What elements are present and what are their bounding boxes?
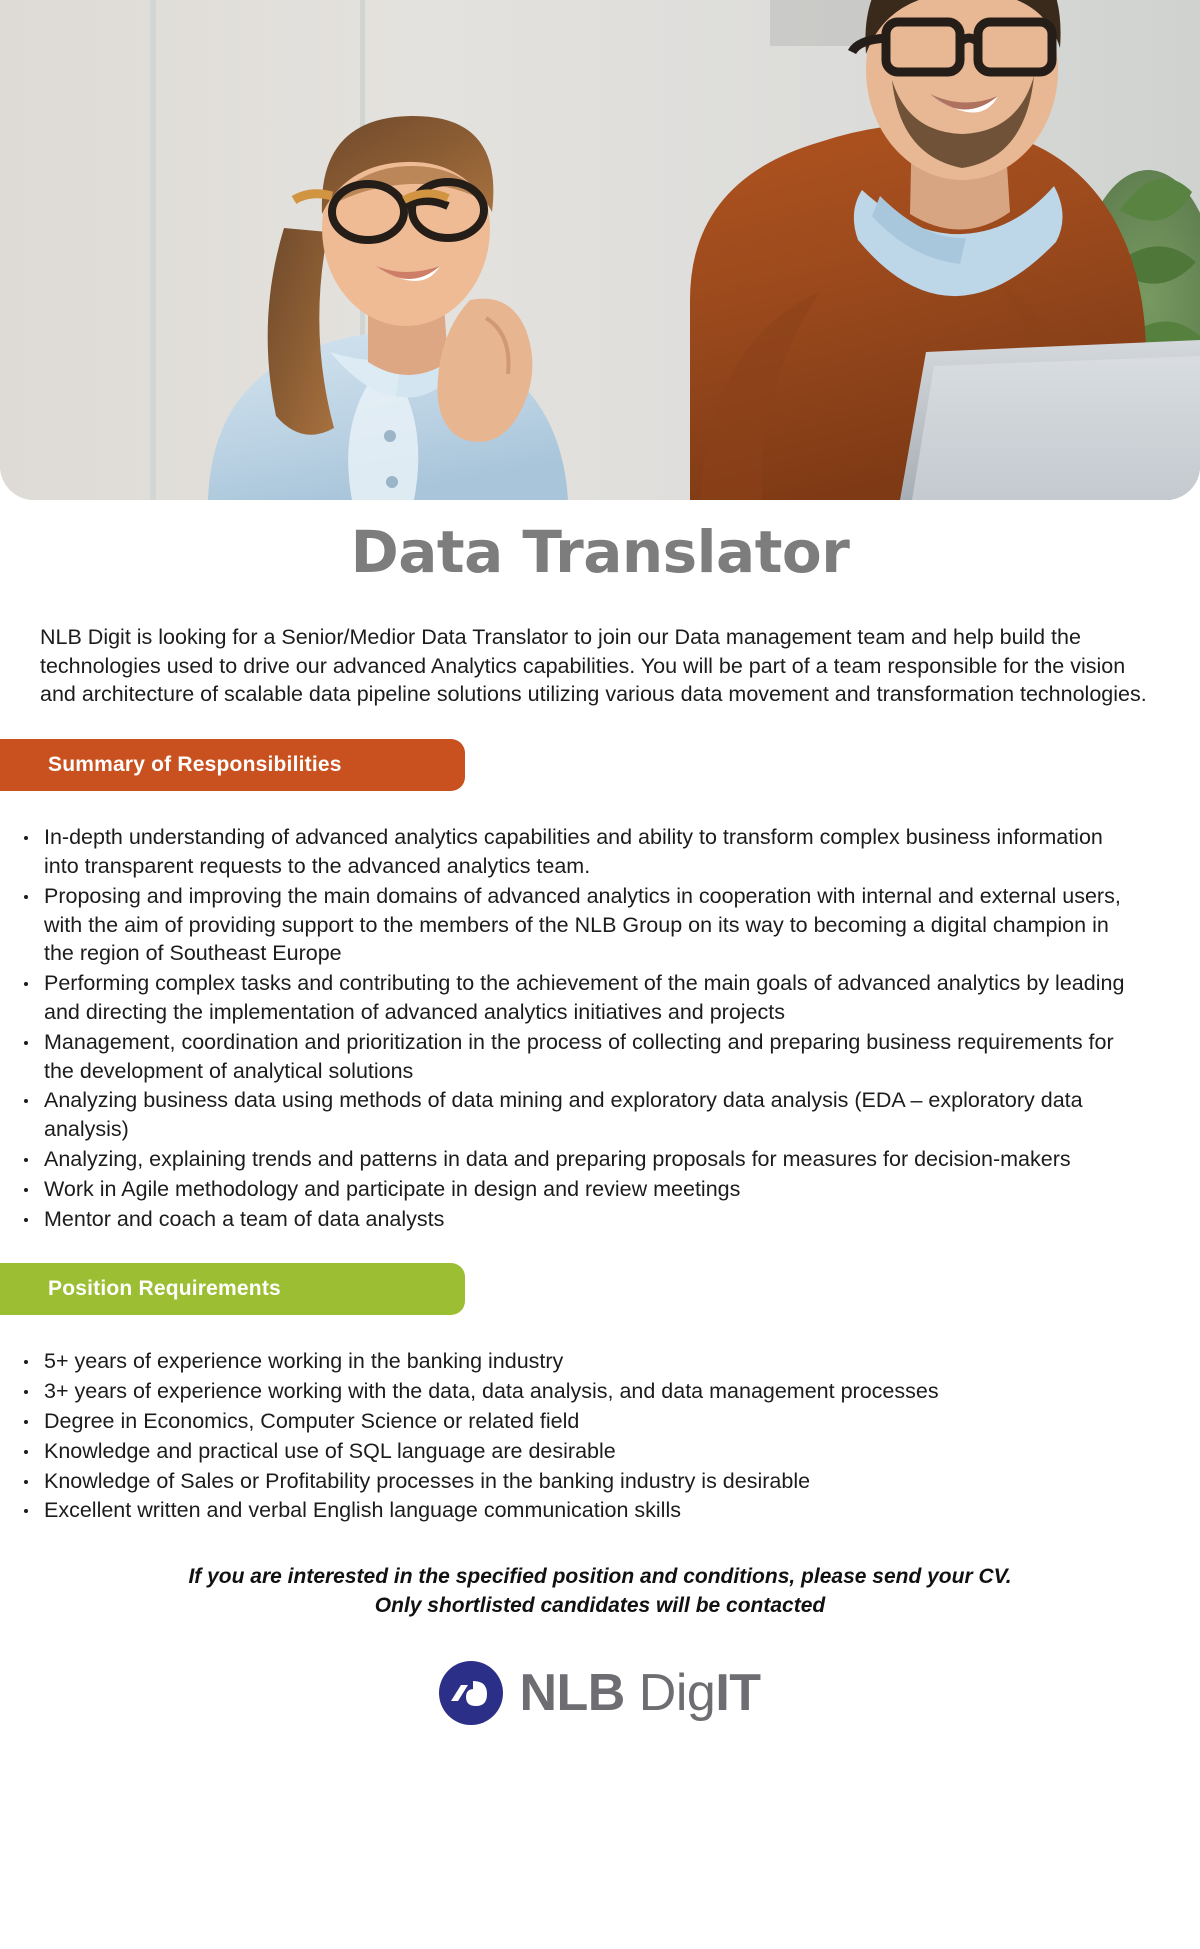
list-item: 5+ years of experience working in the banking industry <box>22 1347 1142 1376</box>
section-banner-requirements <box>0 1263 465 1315</box>
closing-line-2: Only shortlisted candidates will be contacted <box>374 1594 826 1618</box>
closing-call-to-action <box>0 1563 1200 1621</box>
intro-paragraph: NLB Digit is looking for a Senior/Medior Data Translator to join our Data management team and help build the technologies used to drive our advanced Analytics capabilities. You will be part of a team responsible for the vision and architecture of scalable data pipeline solutions utilizing various data movement and transformation technologies. <box>40 624 1147 707</box>
list-item: Management, coordination and prioritization in the process of collecting and preparing business requirements for the development of analytical solutions <box>22 1028 1142 1086</box>
requirements-list <box>22 1347 1142 1525</box>
list-item: Knowledge of Sales or Profitability processes in the banking industry is desirable <box>22 1467 1142 1496</box>
section-banner-responsibilities <box>0 739 465 791</box>
list-item: Work in Agile methodology and participate in design and review meetings <box>22 1175 1142 1204</box>
section-banner-label-requirements: Position Requirements <box>48 1277 281 1301</box>
nlb-logo-mark-icon <box>439 1661 503 1725</box>
company-logo <box>0 1661 1200 1725</box>
nlb-digit-wordmark <box>519 1664 761 1723</box>
list-item: 3+ years of experience working with the data, data analysis, and data management processes <box>22 1377 1142 1406</box>
list-item: Proposing and improving the main domains of advanced analytics in cooperation with internal and external users, with the aim of providing support to the members of the NLB Group on its way to becoming a digital champion in the region of Southeast Europe <box>22 882 1142 968</box>
closing-line-1: If you are interested in the specified position and conditions, please send your CV. <box>188 1565 1012 1589</box>
hero-photo <box>0 0 1200 500</box>
list-item: Mentor and coach a team of data analysts <box>22 1205 1142 1234</box>
page-title: Data Translator <box>350 518 850 586</box>
list-item: Knowledge and practical use of SQL language are desirable <box>22 1437 1142 1466</box>
wordmark-dig: Dig <box>624 1664 716 1723</box>
list-item: In-depth understanding of advanced analytics capabilities and ability to transform complex business information into transparent requests to the advanced analytics team. <box>22 823 1142 881</box>
hero-banner <box>0 0 1200 500</box>
section-banner-label-responsibilities: Summary of Responsibilities <box>48 753 342 777</box>
list-item: Analyzing business data using methods of data mining and exploratory data analysis (EDA – exploratory data analysis) <box>22 1086 1142 1144</box>
page-title-wrap <box>0 500 1200 586</box>
wordmark-it: IT <box>715 1664 761 1723</box>
list-item: Analyzing, explaining trends and patterns in data and preparing proposals for measures for decision-makers <box>22 1145 1142 1174</box>
list-item: Excellent written and verbal English language communication skills <box>22 1496 1142 1525</box>
responsibilities-list <box>22 823 1142 1233</box>
wordmark-nlb: NLB <box>519 1664 625 1723</box>
list-item: Degree in Economics, Computer Science or related field <box>22 1407 1142 1436</box>
list-item: Performing complex tasks and contributing to the achievement of the main goals of advanced analytics by leading and directing the implementation of advanced analytics initiatives and projects <box>22 969 1142 1027</box>
